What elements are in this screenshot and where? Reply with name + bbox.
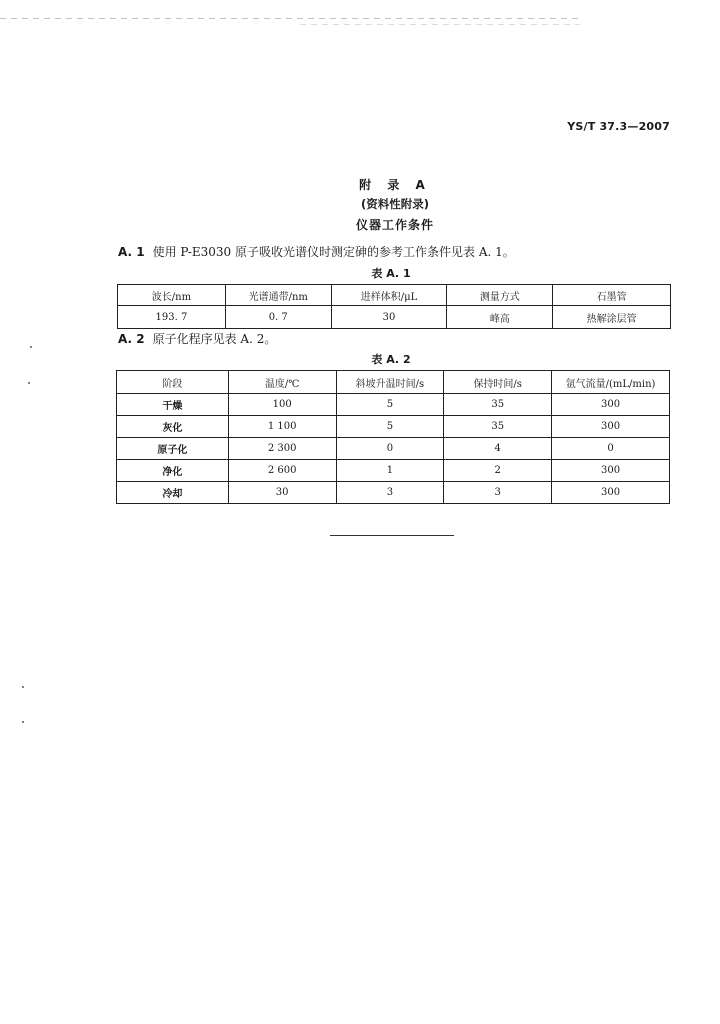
table-row xyxy=(117,460,670,482)
table-header-cell: 光谱通带/nm xyxy=(225,285,331,306)
table-cell: 100 xyxy=(228,394,336,416)
scan-artifact-line xyxy=(300,24,580,25)
table-row xyxy=(117,416,670,438)
table-cell: 35 xyxy=(444,394,552,416)
table-row xyxy=(117,394,670,416)
table-cell: 0 xyxy=(336,438,444,460)
table-header-cell: 氩气流量/(mL/min) xyxy=(552,371,670,394)
table-a2-caption: 表 A. 2 xyxy=(371,353,411,366)
paragraph-text: 使用 P-E3030 原子吸收光谱仪时测定砷的参考工作条件见表 A. 1。 xyxy=(152,245,515,259)
scan-speck xyxy=(22,686,24,688)
end-rule xyxy=(330,535,454,536)
table-cell: 冷却 xyxy=(117,482,229,504)
table-cell: 30 xyxy=(331,306,447,329)
table-cell: 300 xyxy=(552,482,670,504)
table-cell: 2 600 xyxy=(228,460,336,482)
table-header-cell: 阶段 xyxy=(117,371,229,394)
table-row xyxy=(118,306,671,329)
table-cell: 5 xyxy=(336,394,444,416)
paragraph-number: A. 1 xyxy=(118,245,145,259)
table-cell: 0. 7 xyxy=(225,306,331,329)
table-cell: 2 xyxy=(444,460,552,482)
table-header-cell: 测量方式 xyxy=(447,285,553,306)
table-cell: 灰化 xyxy=(117,416,229,438)
table-cell: 0 xyxy=(552,438,670,460)
table-header-cell: 温度/℃ xyxy=(228,371,336,394)
table-header-cell: 波长/nm xyxy=(118,285,226,306)
table-row xyxy=(117,482,670,504)
table-cell: 3 xyxy=(336,482,444,504)
scan-speck xyxy=(28,382,30,384)
paragraph-a2 xyxy=(118,330,276,347)
table-cell: 3 xyxy=(444,482,552,504)
appendix-heading: 仪器工作条件 xyxy=(355,218,434,232)
table-header-cell: 进样体积/μL xyxy=(331,285,447,306)
table-cell: 原子化 xyxy=(117,438,229,460)
paragraph-number: A. 2 xyxy=(118,332,145,346)
table-header-cell: 斜坡升温时间/s xyxy=(336,371,444,394)
table-a2 xyxy=(116,370,670,504)
appendix-title: 附 录 A xyxy=(359,178,431,192)
appendix-subtitle: (资料性附录) xyxy=(360,197,429,211)
table-cell: 30 xyxy=(228,482,336,504)
paragraph-text: 原子化程序见表 A. 2。 xyxy=(152,332,277,346)
table-row xyxy=(117,438,670,460)
paragraph-a1 xyxy=(118,243,515,260)
table-header-cell: 保持时间/s xyxy=(444,371,552,394)
table-cell: 干燥 xyxy=(117,394,229,416)
table-cell: 35 xyxy=(444,416,552,438)
table-a1 xyxy=(117,284,671,329)
table-cell: 2 300 xyxy=(228,438,336,460)
table-cell: 峰高 xyxy=(447,306,553,329)
scan-speck xyxy=(22,721,24,723)
table-a1-caption: 表 A. 1 xyxy=(371,267,411,280)
table-cell: 300 xyxy=(552,394,670,416)
table-cell: 热解涂层管 xyxy=(553,306,671,329)
table-cell: 5 xyxy=(336,416,444,438)
table-cell: 193. 7 xyxy=(118,306,226,329)
standard-code: YS/T 37.3—2007 xyxy=(567,120,670,133)
table-header-row xyxy=(117,371,670,394)
table-cell: 4 xyxy=(444,438,552,460)
table-cell: 净化 xyxy=(117,460,229,482)
table-cell: 1 xyxy=(336,460,444,482)
table-header-cell: 石墨管 xyxy=(553,285,671,306)
table-header-row xyxy=(118,285,671,306)
table-cell: 1 100 xyxy=(228,416,336,438)
scan-artifact-line xyxy=(0,18,580,19)
scan-speck xyxy=(30,346,32,348)
table-cell: 300 xyxy=(552,460,670,482)
table-cell: 300 xyxy=(552,416,670,438)
